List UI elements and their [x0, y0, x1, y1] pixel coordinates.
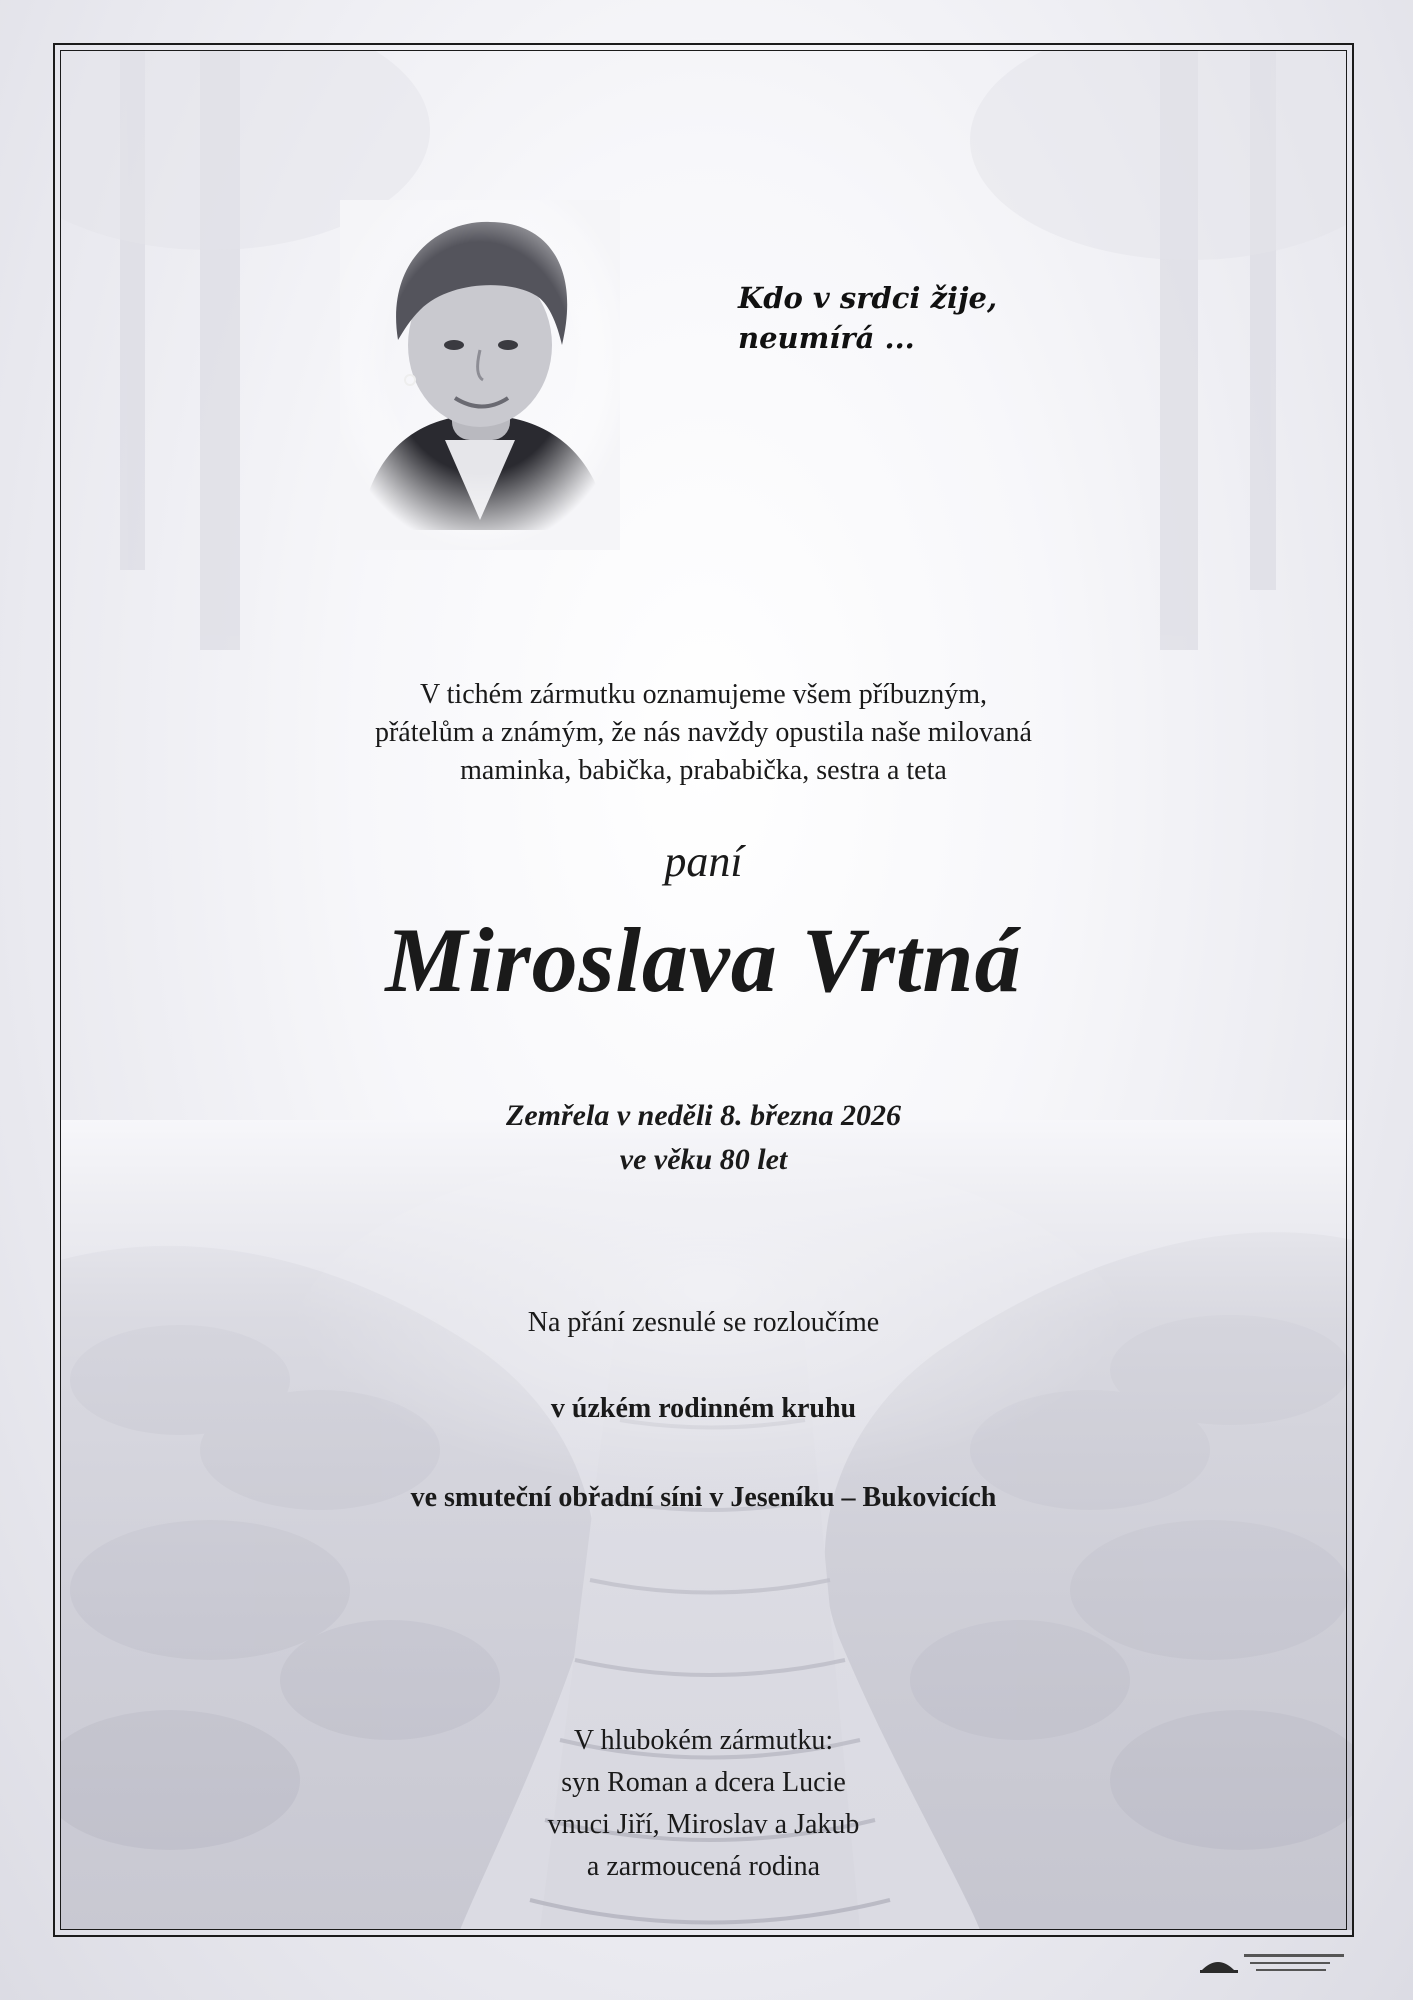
farewell-place: ve smuteční obřadní síni v Jeseníku – Bukovicích	[410, 1482, 997, 1513]
mourners-line: syn Roman a dcera Lucie	[561, 1767, 846, 1798]
mourners-line: a zarmoucená rodina	[586, 1851, 821, 1882]
motto-line: neumírá ...	[738, 321, 915, 355]
funeral-service-logo	[1198, 1946, 1358, 1978]
mourners-line: vnuci Jiří, Miroslav a Jakub	[547, 1809, 860, 1840]
mourners-line: V hlubokém zármutku:	[573, 1725, 834, 1756]
farewell-wish: Na přání zesnulé se rozloučíme	[527, 1307, 880, 1338]
motto-quote	[738, 278, 997, 358]
intro-line: maminka, babička, prababička, sestra a teta	[460, 755, 947, 786]
death-info	[60, 1094, 1347, 1182]
mourners-list	[60, 1720, 1347, 1888]
deceased-name: Miroslava Vrtná	[385, 909, 1022, 1011]
intro-line: V tichém zármutku oznamujeme všem příbuzným,	[419, 679, 988, 710]
intro-line: přátelům a známým, že nás navždy opustila naše milovaná	[374, 717, 1032, 748]
deceased-portrait-photo	[340, 200, 620, 550]
death-age: ve věku 80 let	[619, 1143, 788, 1176]
announcement-intro	[60, 676, 1347, 790]
honorific: paní	[664, 837, 743, 886]
death-date: Zemřela v neděli 8. března 2026	[506, 1099, 901, 1132]
farewell-circle: v úzkém rodinném kruhu	[550, 1393, 857, 1424]
motto-line: Kdo v srdci žije,	[738, 281, 998, 315]
